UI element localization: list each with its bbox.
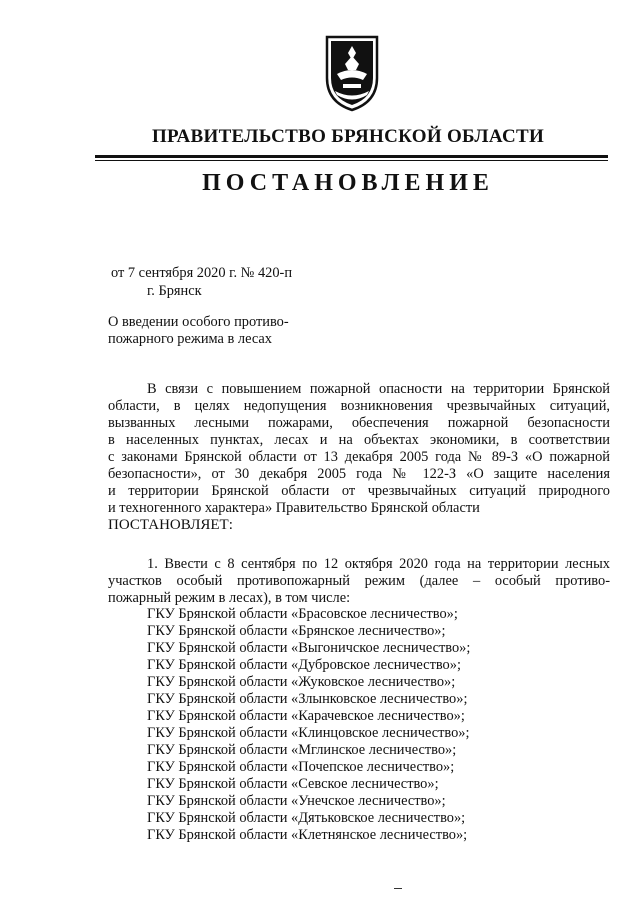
item1-line: участков особый противопожарный режим (далее – особый противо-	[108, 573, 610, 589]
item1-line: 1. Ввести с 8 сентября по 12 октября 2020 года на территории лесных	[147, 556, 610, 572]
header-rule-thick	[95, 155, 608, 158]
list-item: ГКУ Брянской области «Дятьковское лесничество»;	[147, 810, 466, 826]
subject-line: пожарного режима в лесах	[108, 331, 272, 347]
preamble-line: вызванных лесными пожарами, обеспечения пожарной безопасности	[108, 415, 610, 431]
list-item: ГКУ Брянской области «Клинцовское лесничество»;	[147, 725, 470, 741]
scan-mark	[394, 888, 402, 889]
preamble-line: В связи с повышением пожарной опасности на территории Брянской	[147, 381, 610, 397]
preamble-line: и техногенного характера» Правительство Брянской области	[108, 500, 480, 516]
preamble-line: в населенных пунктах, лесах и на объектах экономики, в соответствии	[108, 432, 610, 448]
list-item: ГКУ Брянской области «Клетнянское лесничество»;	[147, 827, 468, 843]
coat-of-arms-emblem	[323, 34, 381, 112]
list-item: ГКУ Брянской области «Почепское лесничество»;	[147, 759, 455, 775]
list-item: ГКУ Брянской области «Мглинское лесничество»;	[147, 742, 457, 758]
city: г. Брянск	[147, 283, 202, 299]
preamble-line: и территории Брянской области от чрезвычайных ситуаций природного	[108, 483, 610, 499]
government-title: ПРАВИТЕЛЬСТВО БРЯНСКОЙ ОБЛАСТИ	[151, 126, 545, 147]
list-item: ГКУ Брянской области «Севское лесничество»;	[147, 776, 439, 792]
preamble-line: области, в целях недопущения возникновения чрезвычайных ситуаций,	[108, 398, 610, 414]
subject-line: О введении особого противо-	[108, 314, 289, 330]
list-item: ГКУ Брянской области «Жуковское лесничество»;	[147, 674, 456, 690]
list-item: ГКУ Брянской области «Злынковское лесничество»;	[147, 691, 468, 707]
date-and-number: от 7 сентября 2020 г. № 420-п	[111, 265, 293, 281]
list-item: ГКУ Брянской области «Брасовское лесничество»;	[147, 606, 458, 622]
preamble-line: с законами Брянской области от 13 декабря 2005 года № 89-З «О пожарной	[108, 449, 610, 465]
document-type: ПОСТАНОВЛЕНИЕ	[202, 170, 494, 196]
item1-line: пожарный режим в лесах), в том числе:	[108, 590, 351, 606]
resolves-heading: ПОСТАНОВЛЯЕТ:	[108, 517, 233, 533]
list-item: ГКУ Брянской области «Карачевское лесничество»;	[147, 708, 465, 724]
list-item: ГКУ Брянской области «Брянское лесничество»;	[147, 623, 446, 639]
list-item: ГКУ Брянской области «Унечское лесничество»;	[147, 793, 446, 809]
header-rule-thin	[95, 160, 608, 161]
preamble-line: безопасности», от 30 декабря 2005 года № 122-З «О защите населения	[108, 466, 610, 482]
list-item: ГКУ Брянской области «Дубровское лесничество»;	[147, 657, 461, 673]
list-item: ГКУ Брянской области «Выгоничское лесничество»;	[147, 640, 471, 656]
